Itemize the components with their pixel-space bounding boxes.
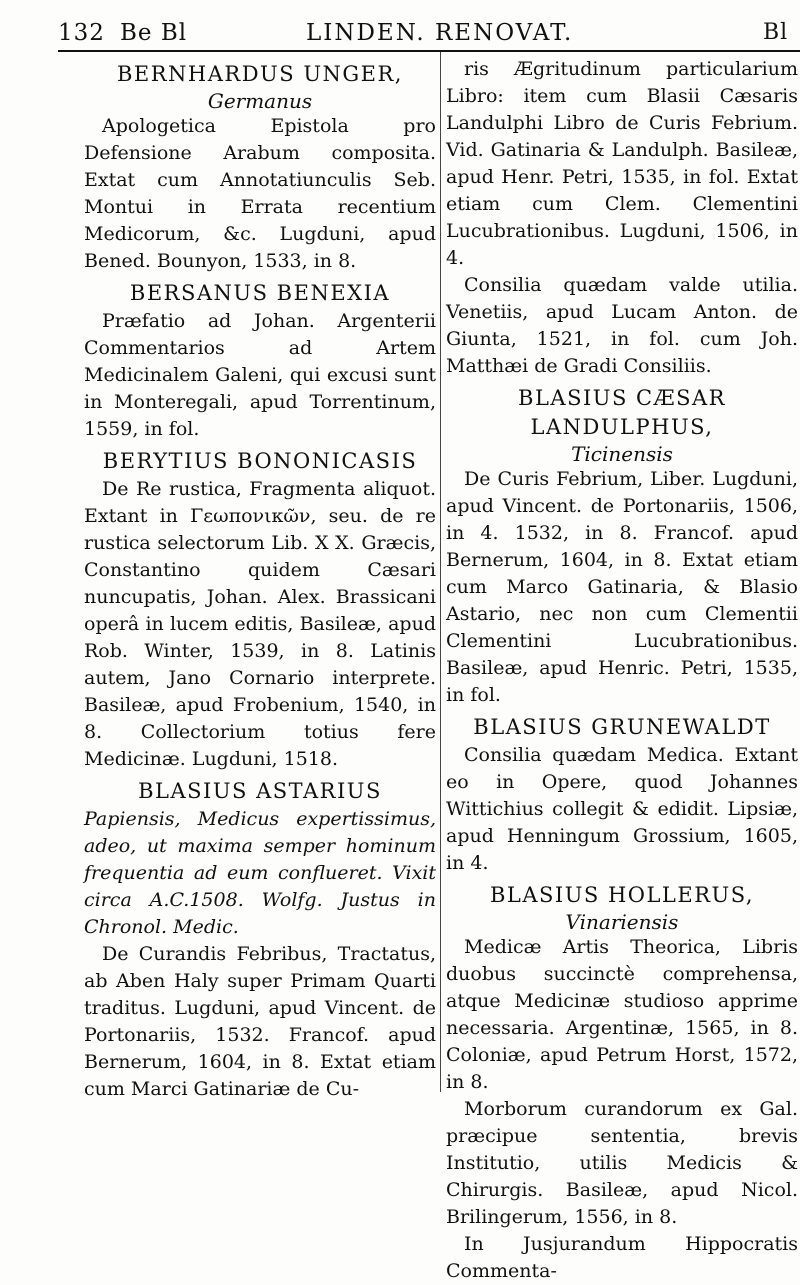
author-origin: Ticinensis	[571, 442, 673, 466]
work-citation: ris Ægritudinum particularium Libro: item cum Blasii Cæsaris Landulphi Libro de Curis Febrium. Vid. Gatinaria & Landulph. Basileæ, apud Henr. Petri, 1535, in fol. Extat etiam cum Clem. Clementini Lucubrationibus. Lugduni, 1506, in 4.	[446, 58, 798, 269]
bibliography-entry	[84, 60, 436, 275]
author-heading: BERYTIUS BONONICASIS	[102, 449, 418, 473]
author-origin: Vinariensis	[565, 910, 679, 934]
right-column	[446, 56, 798, 1285]
author-heading: BERSANUS BENEXIA	[129, 281, 391, 305]
author-heading: BERNHARDUS UNGER,	[116, 62, 403, 86]
work-citation: Præfatio ad Johan. Argenterii Commentarios ad Artem Medicinalem Galeni, qui excusi sunt in Monteregali, apud Torrentinum, 1559, in fol.	[84, 310, 436, 440]
work-citation: De Curis Febrium, Liber. Lugduni, apud Vincent. de Portonariis, 1506, in 4. 1532, in 8. Francof. apud Bernerum, 1604, in 8. Extat etiam cum Marco Gatinaria, & Blasio Astario, nec non cum Clementii Clementini Lucubrationibus. Basileæ, apud Henric. Petri, 1535, in fol.	[446, 468, 798, 706]
author-heading: BLASIUS HOLLERUS,	[489, 883, 755, 907]
author-heading: BLASIUS ASTARIUS	[138, 779, 382, 803]
author-heading: BLASIUS CÆSAR LANDULPHUS,	[518, 386, 726, 439]
author-origin: Germanus	[207, 89, 313, 113]
column-divider	[440, 52, 441, 1092]
bibliography-entry	[446, 384, 798, 709]
bibliography-entry	[84, 279, 436, 443]
alphabet-range-right: Bl	[763, 20, 789, 45]
header-rule	[58, 50, 800, 52]
alphabet-range-left: Be Bl	[120, 20, 188, 46]
work-citation: De Curandis Febribus, Tractatus, ab Aben Haly super Primam Quarti traditus. Lugduni, apud Vincent. de Portonariis, 1532. Francof. apud Bernerum, 1604, in 8. Extat etiam cum Marci Gatinariæ de Cu-	[84, 943, 436, 1100]
bibliography-entry	[84, 777, 436, 1103]
work-citation: Morborum curandorum ex Gal. præcipue sententia, brevis Institutio, utilis Medicis & Chirurgis. Basileæ, apud Nicol. Brilingerum, 1556, in 8.	[446, 1098, 798, 1228]
biographical-note: Papiensis, Medicus expertissimus, adeo, ut maxima semper hominum frequentia ad eum conflueret. Vixit circa A.C.1508. Wolfg. Justus in Chronol. Medic.	[84, 808, 436, 938]
running-header	[58, 20, 800, 50]
work-citation: De Re rustica, Fragmenta aliquot. Extant in Γεωπονικῶν, seu. de re rustica selectorum Lib. X X. Græcis, Constantino quidem Cæsari nuncupatis, Johan. Alex. Brassicani operâ in lucem editis, Basileæ, apud Rob. Winter, 1539, in 8. Latinis autem, Jano Cornario interprete. Basileæ, apud Frobenium, 1540, in 8. Collectorium totius fere Medicinæ. Lugduni, 1518.	[84, 478, 436, 770]
work-citation: Consilia quædam valde utilia. Venetiis, apud Lucam Anton. de Giunta, 1521, in fol. cum Joh. Matthæi de Gradi Consiliis.	[446, 274, 798, 377]
running-title: LINDEN. RENOVAT.	[306, 20, 574, 46]
work-citation: Apologetica Epistola pro Defensione Arabum composita. Extat cum Annotatiunculis Seb. Montui in Errata recentium Medicorum, &c. Lugduni, apud Bened. Bounyon, 1533, in 8.	[84, 115, 436, 272]
author-heading: BLASIUS GRUNEWALDT	[473, 715, 771, 739]
work-citation: Consilia quædam Medica. Extant eo in Opere, quod Johannes Wittichius collegit & edidit. Lipsiæ, apud Henningum Grossium, 1605, in 4.	[446, 744, 798, 874]
page-number: 132	[58, 20, 105, 46]
bibliography-entry	[84, 447, 436, 773]
bibliography-entry	[446, 713, 798, 877]
bibliography-entry	[446, 56, 798, 380]
work-citation: Medicæ Artis Theorica, Libris duobus succinctè comprehensa, atque Medicinæ studioso apprime necessaria. Argentinæ, 1565, in 8. Coloniæ, apud Petrum Horst, 1572, in 8.	[446, 936, 798, 1093]
work-citation: In Jusjurandum Hippocratis Commenta-	[446, 1233, 798, 1282]
bibliography-entry	[446, 881, 798, 1285]
left-column	[84, 56, 436, 1103]
